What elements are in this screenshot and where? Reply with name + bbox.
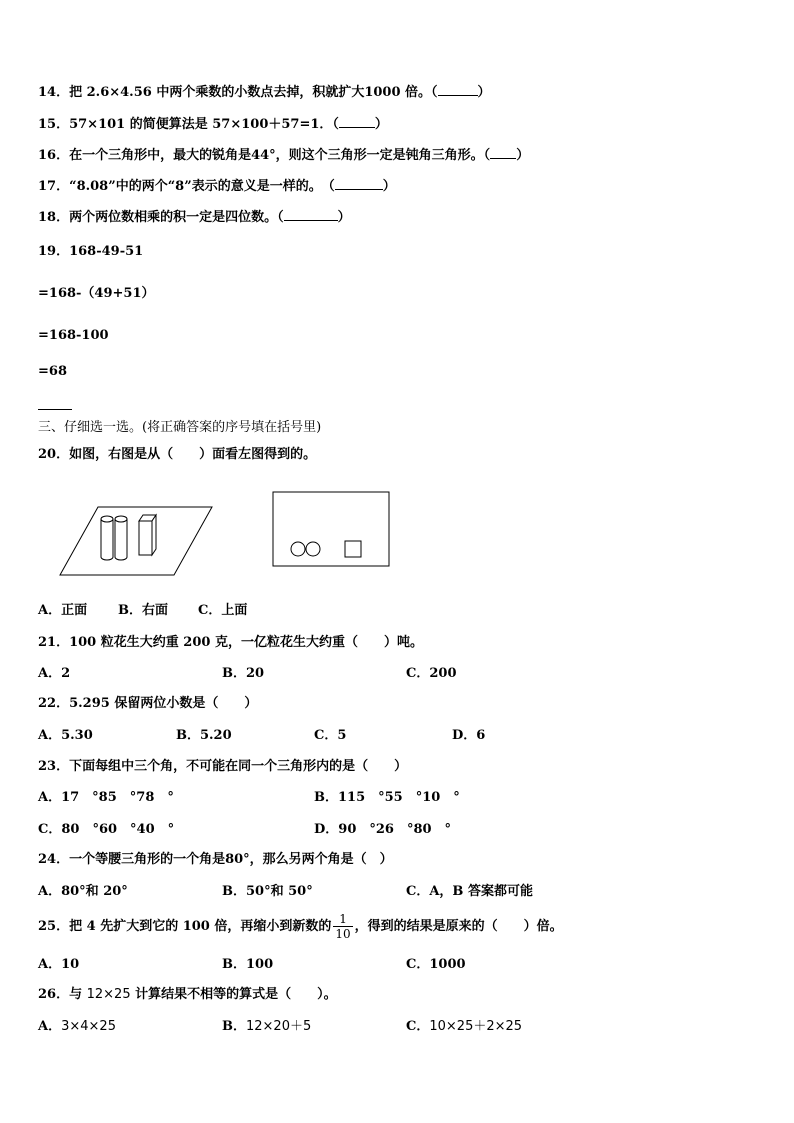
- option-a[interactable]: A．80°和 20°: [38, 884, 128, 899]
- question-21-stem: 21．100 粒花生大约重 200 克，一亿粒花生大约重（ ）吨。: [38, 635, 423, 650]
- option-b[interactable]: B．12×20＋5: [222, 1019, 312, 1034]
- option-b[interactable]: B．50°和 50°: [222, 884, 313, 899]
- question-19-line-1: 19．168-49-51: [38, 244, 144, 259]
- option-d[interactable]: D．6: [452, 728, 486, 743]
- question-15: 15．57×101 的简便算法是 57×100＋57=1．（ ）: [38, 114, 388, 134]
- option-a[interactable]: A．10: [38, 957, 80, 972]
- option-c[interactable]: C．80 °60 °40 °: [38, 822, 175, 837]
- question-19-line-2: =168-（49+51）: [38, 286, 155, 301]
- question-24-stem: 24．一个等腰三角形的一个角是80°，那么另两个角是（ ）: [38, 852, 393, 867]
- answer-blank[interactable]: [339, 114, 375, 128]
- option-b[interactable]: B．20: [222, 666, 265, 681]
- question-19-line-4: =68: [38, 364, 67, 379]
- option-a[interactable]: A．正面: [38, 603, 88, 618]
- option-c[interactable]: C．10×25＋2×25: [406, 1019, 523, 1034]
- answer-blank[interactable]: [438, 82, 478, 96]
- answer-blank[interactable]: [490, 145, 516, 159]
- option-d[interactable]: D．90 °26 °80 °: [314, 822, 452, 837]
- answer-blank[interactable]: [335, 176, 383, 190]
- question-17: 17．“8.08”中的两个“8”表示的意义是一样的。 （ ）: [38, 176, 396, 196]
- option-b[interactable]: B．5.20: [176, 728, 232, 743]
- question-19-line-3: =168-100: [38, 328, 109, 343]
- option-b[interactable]: B．115 °55 °10 °: [314, 790, 460, 805]
- fraction: $\frac{1}{10}$: [335, 912, 351, 941]
- question-22-stem: 22．5.295 保留两位小数是（ ）: [38, 696, 258, 711]
- view-diagram: [272, 491, 392, 569]
- question-18: 18．两个两位数相乘的积一定是四位数。（ ）: [38, 207, 351, 227]
- question-25-stem: 25．把 4 先扩大到它的 100 倍，再缩小到新数的 $\frac{1}{10}$ ，得到的结果是原来的（ ）倍。: [38, 912, 563, 941]
- question-20-stem: 20．如图，右图是从（ ）面看左图得到的。: [38, 447, 317, 462]
- option-a[interactable]: A．5.30: [38, 728, 93, 743]
- answer-blank[interactable]: [284, 207, 338, 221]
- option-a[interactable]: A．3×4×25: [38, 1019, 116, 1034]
- option-a[interactable]: A．2: [38, 666, 71, 681]
- section-title: 三、仔细选一选。(将正确答案的序号填在括号里): [38, 420, 322, 435]
- option-c[interactable]: C．1000: [406, 957, 466, 972]
- option-c[interactable]: C．上面: [198, 603, 248, 618]
- option-b[interactable]: B．100: [222, 957, 274, 972]
- answer-line[interactable]: [38, 409, 72, 410]
- question-23-stem: 23．下面每组中三个角，不可能在同一个三角形内的是（ ）: [38, 759, 408, 774]
- option-c[interactable]: C．5: [314, 728, 347, 743]
- option-a[interactable]: A．17 °85 °78 °: [38, 790, 174, 805]
- solid-figure-diagram: [58, 505, 214, 579]
- option-c[interactable]: C．A，B 答案都可能: [406, 884, 533, 899]
- option-b[interactable]: B．右面: [118, 603, 168, 618]
- question-26-stem: 26．与 12×25 计算结果不相等的算式是（ ）。: [38, 987, 337, 1002]
- option-c[interactable]: C．200: [406, 666, 457, 681]
- question-14: 14．把 2.6×4.56 中两个乘数的小数点去掉，积就扩大1000 倍。（ ）: [38, 82, 491, 102]
- question-16: 16．在一个三角形中，最大的锐角是44°，则这个三角形一定是钝角三角形。（ ）: [38, 145, 529, 165]
